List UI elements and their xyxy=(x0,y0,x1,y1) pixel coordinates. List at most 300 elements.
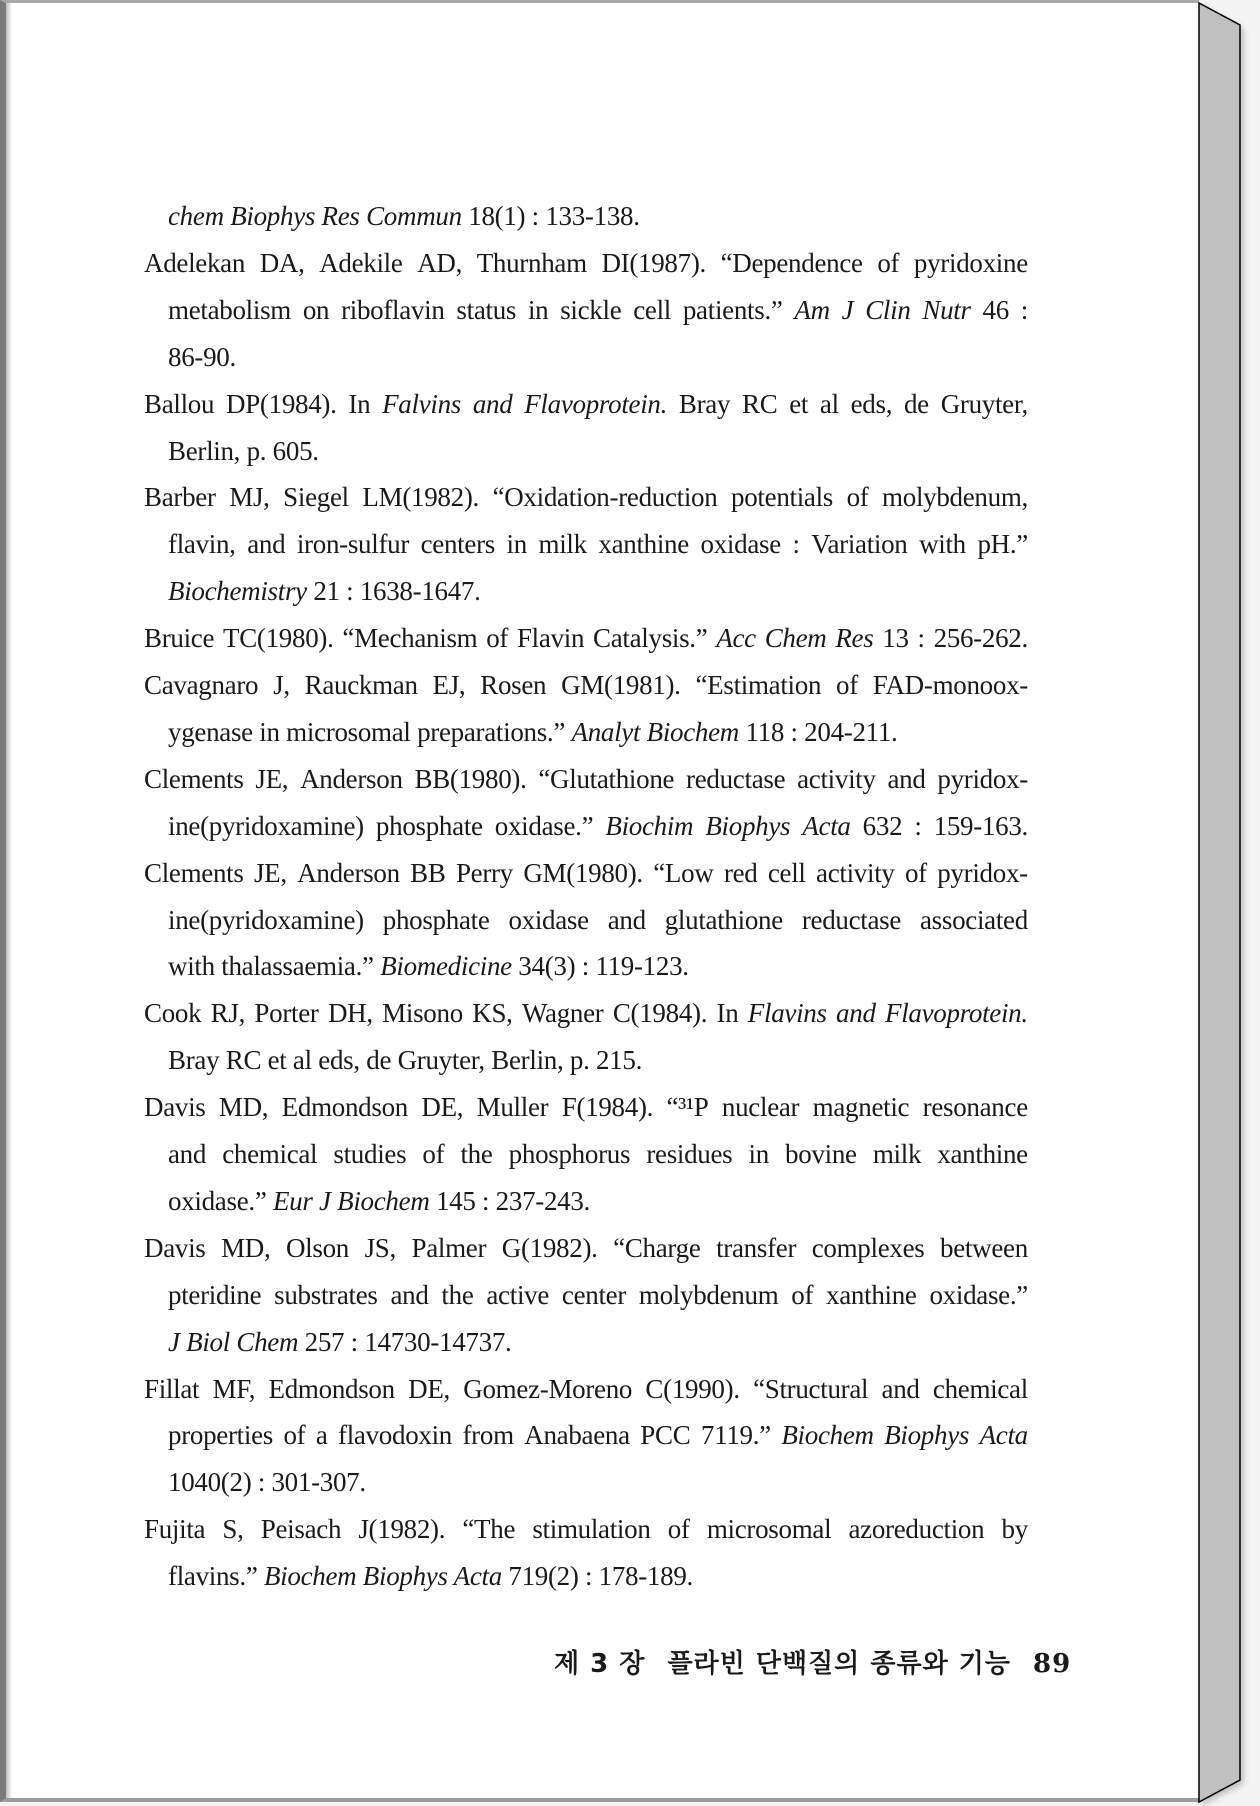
word xyxy=(613,1233,700,1263)
word xyxy=(598,529,689,559)
word xyxy=(749,1139,769,1169)
text-fragment: Wagner xyxy=(521,998,604,1029)
word xyxy=(495,811,594,841)
word xyxy=(222,1514,243,1544)
word xyxy=(812,1233,925,1263)
reference-first-line xyxy=(144,670,1028,700)
text-fragment: of xyxy=(836,670,858,700)
word xyxy=(168,811,364,841)
word xyxy=(707,1514,831,1544)
text-fragment: “The xyxy=(462,1514,516,1545)
word xyxy=(794,295,829,325)
word xyxy=(168,905,364,935)
reference-continuation-line xyxy=(168,717,898,747)
word xyxy=(608,905,646,935)
citation-text: 21 : 1638-1647. xyxy=(306,576,481,607)
journal-title-fragment: J xyxy=(841,294,854,325)
text-fragment: of xyxy=(422,1139,445,1169)
text-fragment: between xyxy=(940,1232,1028,1263)
text-fragment: and xyxy=(881,1373,920,1404)
word xyxy=(789,389,808,419)
reference-continuation-line xyxy=(168,1561,693,1591)
text-fragment: phosphate xyxy=(375,810,483,841)
word xyxy=(705,811,790,841)
text-fragment: from xyxy=(462,1420,514,1451)
text-fragment: chemical xyxy=(932,1373,1028,1404)
word xyxy=(722,1092,799,1122)
word xyxy=(882,623,908,653)
text-fragment: in xyxy=(748,1139,769,1169)
word xyxy=(168,1139,206,1169)
text-fragment: magnetic xyxy=(812,1092,910,1123)
text-fragment: : xyxy=(1020,294,1028,325)
text-fragment: Catalysis.” xyxy=(593,623,708,654)
text-fragment: flavodoxin xyxy=(338,1420,452,1451)
word xyxy=(144,1092,206,1122)
word xyxy=(441,1280,473,1310)
word xyxy=(517,623,584,653)
reference-continuation-line xyxy=(168,529,1028,559)
text-fragment: DI(1987). xyxy=(601,247,706,278)
text-fragment: Rosen xyxy=(480,670,547,700)
word xyxy=(421,1092,463,1122)
journal-title-fragment: Acc xyxy=(716,623,756,654)
word xyxy=(341,295,444,325)
journal-title-fragment: and xyxy=(472,388,513,419)
text-fragment: and xyxy=(607,904,646,935)
word xyxy=(873,670,1028,700)
journal-title: Eur J Biochem xyxy=(272,1185,430,1216)
text-fragment: EJ, xyxy=(432,670,466,700)
text-fragment: Flavin xyxy=(516,623,585,654)
text-fragment: pyridox- xyxy=(937,763,1028,794)
word xyxy=(920,905,1028,935)
text-fragment: properties xyxy=(168,1420,273,1451)
word xyxy=(640,1420,690,1450)
word xyxy=(937,764,1028,794)
word xyxy=(716,623,756,653)
text-fragment: of xyxy=(904,857,927,888)
journal-title-fragment: Am xyxy=(794,294,830,325)
word xyxy=(211,998,245,1028)
word xyxy=(382,998,463,1028)
word xyxy=(686,764,785,794)
word xyxy=(904,389,929,419)
text-fragment: status xyxy=(456,294,517,325)
reference-continuation-line xyxy=(168,1420,1028,1450)
word xyxy=(748,998,827,1028)
text-fragment: “Mechanism xyxy=(342,623,478,654)
word xyxy=(144,482,216,512)
word xyxy=(835,623,873,653)
word xyxy=(802,811,850,841)
word xyxy=(765,623,827,653)
text-fragment: et xyxy=(789,388,809,419)
word xyxy=(524,389,667,419)
word xyxy=(646,1139,732,1169)
text-fragment: 13 xyxy=(882,623,909,654)
text-fragment: Anderson xyxy=(297,857,400,888)
text-fragment: red xyxy=(723,857,758,888)
text-fragment: In xyxy=(716,998,739,1029)
text-fragment: reductase xyxy=(686,763,786,794)
text-fragment: Fillat xyxy=(144,1373,200,1404)
text-fragment: JE, xyxy=(255,763,289,794)
text-fragment: 159-163. xyxy=(933,810,1028,841)
word xyxy=(601,248,706,278)
text-fragment: Misono xyxy=(382,998,463,1029)
word xyxy=(753,1374,868,1404)
word xyxy=(851,389,893,419)
text-fragment: DA, xyxy=(259,247,305,278)
text-fragment: and xyxy=(247,529,286,560)
text-fragment: J(1982). xyxy=(358,1514,446,1545)
text-fragment: pteridine xyxy=(168,1279,262,1310)
text-fragment: GM(1980). xyxy=(523,857,643,888)
reference-continuation-line xyxy=(168,436,319,466)
journal-title: chem Biophys Res Commun xyxy=(168,201,462,231)
text-fragment: 256-262. xyxy=(933,623,1028,654)
word xyxy=(260,248,305,278)
text-fragment: center xyxy=(561,1279,627,1310)
text-fragment: centers xyxy=(420,529,495,560)
word xyxy=(358,1514,445,1544)
text-fragment: nuclear xyxy=(721,1092,800,1123)
journal-title-fragment: Falvins xyxy=(382,388,461,419)
word xyxy=(977,529,1028,559)
text-fragment: by xyxy=(1001,1514,1028,1545)
text-fragment: molybdenum xyxy=(638,1279,779,1310)
word xyxy=(701,529,781,559)
text-fragment: Thurnham xyxy=(476,247,587,278)
text-fragment: Bray xyxy=(678,388,731,419)
citation-text: 118 : 204-211. xyxy=(739,716,898,747)
word xyxy=(836,670,858,700)
text-fragment: pyridoxine xyxy=(913,247,1028,278)
word xyxy=(940,1233,1028,1263)
text-fragment: al xyxy=(819,388,839,419)
text-fragment: on xyxy=(302,294,330,325)
word xyxy=(1002,1514,1028,1544)
text-fragment: : xyxy=(792,529,800,560)
text-fragment: GM(1981). xyxy=(561,670,681,700)
text-fragment: MD, xyxy=(221,1232,271,1263)
text-fragment: : xyxy=(914,810,922,841)
word xyxy=(316,1420,328,1450)
word xyxy=(820,389,839,419)
word xyxy=(144,623,214,653)
word xyxy=(221,1233,270,1263)
word xyxy=(254,998,318,1028)
text-fragment: studies xyxy=(333,1139,407,1169)
journal-title-fragment: and xyxy=(836,998,876,1029)
reference-continuation-line xyxy=(168,1186,590,1216)
text-fragment: Edmondson xyxy=(281,1092,408,1123)
reference-continuation-line xyxy=(168,342,236,372)
running-footer xyxy=(554,1643,1071,1680)
reference-first-line xyxy=(144,1092,1028,1122)
word xyxy=(914,248,1028,278)
reference-first-line xyxy=(144,623,1028,653)
journal-title-fragment: Biochem xyxy=(781,1420,874,1451)
text-fragment: in xyxy=(527,294,549,325)
text-fragment: In xyxy=(348,388,371,419)
word xyxy=(887,764,925,794)
text-fragment: microsomal xyxy=(706,1514,832,1545)
text-fragment: Porter xyxy=(254,998,319,1029)
text-fragment: of xyxy=(486,623,509,654)
word xyxy=(885,998,1028,1028)
text-fragment: PCC xyxy=(640,1420,691,1451)
page-edge-3d xyxy=(1196,0,1260,1806)
text-fragment: and xyxy=(887,763,926,794)
text-fragment: stimulation xyxy=(532,1514,651,1545)
word xyxy=(781,1420,873,1450)
word xyxy=(791,1280,813,1310)
text-fragment: Anderson xyxy=(300,763,403,794)
word xyxy=(348,389,370,419)
citation-text: 145 : 237-243. xyxy=(429,1185,591,1216)
text-fragment: “Structural xyxy=(753,1373,869,1404)
word xyxy=(679,389,730,419)
text-fragment: transfer xyxy=(716,1232,797,1263)
word xyxy=(937,1139,1028,1169)
text-fragment: F(1984). xyxy=(561,1092,654,1123)
word xyxy=(639,1280,779,1310)
word xyxy=(338,1420,452,1450)
text-fragment: eds, xyxy=(850,388,893,419)
text-fragment: MJ, xyxy=(229,482,270,513)
text-fragment: Anabaena xyxy=(524,1420,630,1451)
text-fragment: Clements xyxy=(144,857,244,888)
word xyxy=(813,1092,910,1122)
text-fragment: DP(1984). xyxy=(226,388,337,419)
journal-title-fragment: Nutr xyxy=(922,294,971,325)
text-fragment: xanthine xyxy=(826,1279,917,1310)
journal-title-fragment: Flavins xyxy=(747,998,827,1029)
text-fragment: : xyxy=(917,623,925,654)
word xyxy=(223,623,334,653)
text-fragment: “Oxidation-reduction xyxy=(492,482,718,513)
word xyxy=(847,482,869,512)
word xyxy=(509,1139,631,1169)
text-fragment: J, xyxy=(273,670,290,700)
text-fragment: Cavagnaro xyxy=(144,670,259,700)
text-fragment: Adelekan xyxy=(144,247,246,278)
text-fragment: MD, xyxy=(218,1092,269,1123)
text-fragment: Adekile xyxy=(319,247,403,278)
text-fragment: oxidase xyxy=(700,529,781,560)
text-fragment: glutathione xyxy=(664,904,783,935)
word xyxy=(333,1139,406,1169)
word xyxy=(605,811,693,841)
reference-continuation-line xyxy=(168,576,481,606)
word xyxy=(486,623,508,653)
word xyxy=(144,248,245,278)
word xyxy=(433,670,466,700)
journal-title: J Biol Chem xyxy=(168,1326,299,1357)
word xyxy=(768,858,806,888)
journal-title: Biochem Biophys Acta xyxy=(263,1561,502,1592)
text-fragment: “Glutathione xyxy=(538,763,675,794)
word xyxy=(269,1374,395,1404)
text-fragment: ine(pyridoxamine) xyxy=(168,904,364,935)
journal-title-fragment: Res xyxy=(835,623,874,654)
word xyxy=(683,295,783,325)
word xyxy=(282,1092,408,1122)
reference-first-line xyxy=(144,482,1028,512)
text-fragment: bovine xyxy=(785,1139,857,1169)
text-fragment: substrates xyxy=(274,1279,378,1310)
word xyxy=(667,1092,709,1122)
text-fragment: complexes xyxy=(811,1232,925,1263)
citation-text: oxidase.” xyxy=(168,1185,273,1216)
word xyxy=(255,764,288,794)
text-fragment: Bruice xyxy=(144,623,215,654)
word xyxy=(414,764,526,794)
text-fragment: of xyxy=(667,1514,690,1545)
word xyxy=(463,1374,632,1404)
word xyxy=(283,1420,305,1450)
word xyxy=(562,1280,626,1310)
text-fragment: JS, xyxy=(364,1232,396,1263)
word xyxy=(983,295,1009,325)
word xyxy=(408,1374,450,1404)
word xyxy=(721,248,863,278)
citation-text: 34(3) : 119-123. xyxy=(511,951,689,982)
word xyxy=(168,295,291,325)
word xyxy=(785,1139,857,1169)
word xyxy=(422,1139,444,1169)
word xyxy=(144,764,244,794)
journal-title-fragment: Flavoprotein. xyxy=(524,388,668,419)
text-fragment: pyridox- xyxy=(937,857,1028,888)
word xyxy=(532,1514,650,1544)
text-fragment: cell xyxy=(633,294,672,325)
word xyxy=(633,295,671,325)
text-fragment: S, xyxy=(222,1514,244,1545)
word xyxy=(303,295,329,325)
word xyxy=(305,670,418,700)
journal-title-fragment: Clin xyxy=(865,294,911,325)
word xyxy=(560,295,621,325)
reference-continuation-line xyxy=(168,951,689,981)
text-fragment: xanthine xyxy=(598,529,689,560)
word xyxy=(941,389,1028,419)
text-fragment: de xyxy=(903,388,929,419)
word xyxy=(493,482,718,512)
citation-text: Berlin, p. 605. xyxy=(168,435,319,466)
text-fragment: Rauckman xyxy=(304,670,418,700)
citation-text: ygenase in microsomal preparations.” xyxy=(168,716,572,747)
journal-title-fragment: Biophys xyxy=(705,810,791,841)
text-fragment: and xyxy=(390,1279,429,1310)
word xyxy=(918,623,925,653)
chapter-label: 제 3 장 xyxy=(554,1649,646,1679)
word xyxy=(919,529,966,559)
word xyxy=(362,482,479,512)
word xyxy=(882,482,1028,512)
word xyxy=(802,905,901,935)
reference-first-line xyxy=(144,1374,1028,1404)
word xyxy=(460,1139,492,1169)
word xyxy=(797,764,876,794)
text-fragment: G(1982). xyxy=(501,1232,598,1263)
journal-title-fragment: Biochim xyxy=(605,810,694,841)
reference-continuation-line xyxy=(168,1139,1028,1169)
word xyxy=(717,998,739,1028)
word xyxy=(417,248,462,278)
word xyxy=(562,1092,653,1122)
text-fragment: Davis xyxy=(144,1232,206,1263)
word xyxy=(486,1280,549,1310)
text-fragment: Gomez-Moreno xyxy=(463,1373,633,1404)
word xyxy=(792,529,799,559)
word xyxy=(462,1420,513,1450)
citation-text: Bray RC et al eds, de Gruyter, Berlin, p. 215. xyxy=(168,1045,643,1076)
word xyxy=(219,1092,268,1122)
word xyxy=(412,1233,487,1263)
text-fragment: residues xyxy=(646,1139,733,1169)
reference-continuation-line xyxy=(168,905,1028,935)
citation-text: 719(2) : 178-189. xyxy=(501,1561,693,1592)
text-fragment: in xyxy=(506,529,527,560)
word xyxy=(731,482,833,512)
text-fragment: Clements xyxy=(144,763,244,794)
reference-continuation-line xyxy=(168,295,1028,325)
word xyxy=(222,1139,317,1169)
text-fragment: Cook xyxy=(144,998,202,1029)
word xyxy=(842,295,854,325)
word xyxy=(522,998,603,1028)
word xyxy=(456,295,516,325)
text-fragment: Gruyter, xyxy=(940,388,1028,419)
text-fragment: Ballou xyxy=(144,388,215,419)
text-fragment: a xyxy=(315,1420,328,1451)
citation-text: 86-90. xyxy=(168,341,236,372)
reference-continuation-line xyxy=(168,1280,1028,1310)
text-fragment: RJ, xyxy=(210,998,246,1029)
text-fragment: phosphorus xyxy=(508,1139,631,1169)
word xyxy=(328,998,373,1028)
citation-text: with thalassaemia.” xyxy=(168,951,381,982)
word xyxy=(319,248,402,278)
word xyxy=(826,1280,917,1310)
reference-first-line xyxy=(144,389,1028,419)
word xyxy=(742,389,777,419)
text-fragment: Peisach xyxy=(260,1514,342,1545)
text-fragment: the xyxy=(441,1279,474,1310)
word xyxy=(472,998,512,1028)
text-fragment: Perry xyxy=(455,857,513,888)
word xyxy=(811,529,907,559)
word xyxy=(561,670,681,700)
text-fragment: 46 xyxy=(982,294,1009,325)
text-fragment: BB(1980). xyxy=(414,763,527,794)
word xyxy=(934,811,1028,841)
word xyxy=(695,670,821,700)
word xyxy=(929,1280,1028,1310)
text-fragment: FAD-monoox- xyxy=(872,670,1028,700)
word xyxy=(247,529,285,559)
text-fragment: Fujita xyxy=(144,1514,206,1545)
text-fragment: Olson xyxy=(285,1232,349,1263)
text-fragment: “Charge xyxy=(613,1232,701,1263)
word xyxy=(144,998,201,1028)
text-fragment: ine(pyridoxamine) xyxy=(168,810,364,841)
journal-title-fragment: Acta xyxy=(979,1420,1028,1451)
word xyxy=(1021,295,1028,325)
